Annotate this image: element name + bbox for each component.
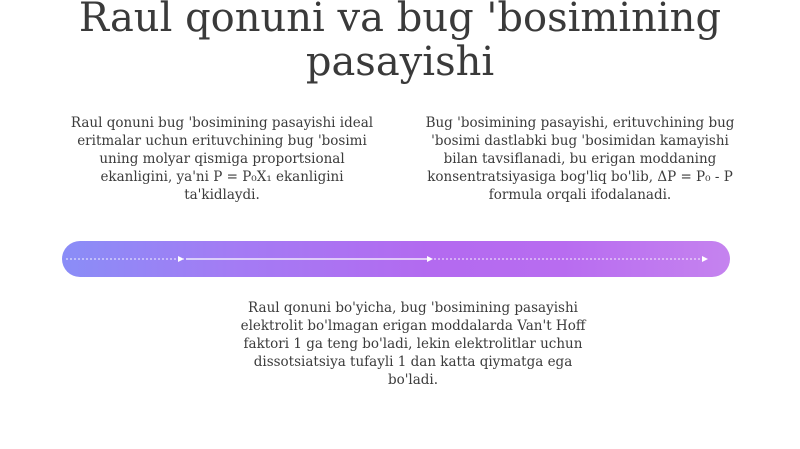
timeline-arrow-1 xyxy=(178,256,184,262)
timeline-bar xyxy=(62,241,730,277)
slide-title: Raul qonuni va bug 'bosimining pasayishi xyxy=(78,0,722,85)
right-text-block: Bug 'bosimining pasayishi, erituvchining bug 'bosimi dastlabki bug 'bosimidan kamayishi bilan tavsiflanadi, bu erigan moddaning konsentratsiyasiga bog'liq bo'lib, ΔP = P₀ - P formula orqali ifodalanadi. xyxy=(425,115,735,203)
timeline-arrow-2 xyxy=(427,256,433,262)
bottom-text-block: Raul qonuni bo'yicha, bug 'bosimining pasayishi elektrolit bo'lmagan erigan moddalarda Van't Hoff faktori 1 ga teng bo'ladi, lekin elektrolitlar uchun dissotsiatsiya tufayli 1 dan katta qiymatga ega bo'ladi. xyxy=(240,300,586,388)
timeline-arrow-3 xyxy=(702,256,708,262)
left-text-block: Raul qonuni bug 'bosimining pasayishi ideal eritmalar uchun erituvchining bug 'bosimi uning molyar qismiga proportsional ekanligini, ya'ni P = P₀X₁ ekanligini ta'kidlaydi. xyxy=(70,115,374,203)
timeline-arrow-line xyxy=(62,241,730,277)
